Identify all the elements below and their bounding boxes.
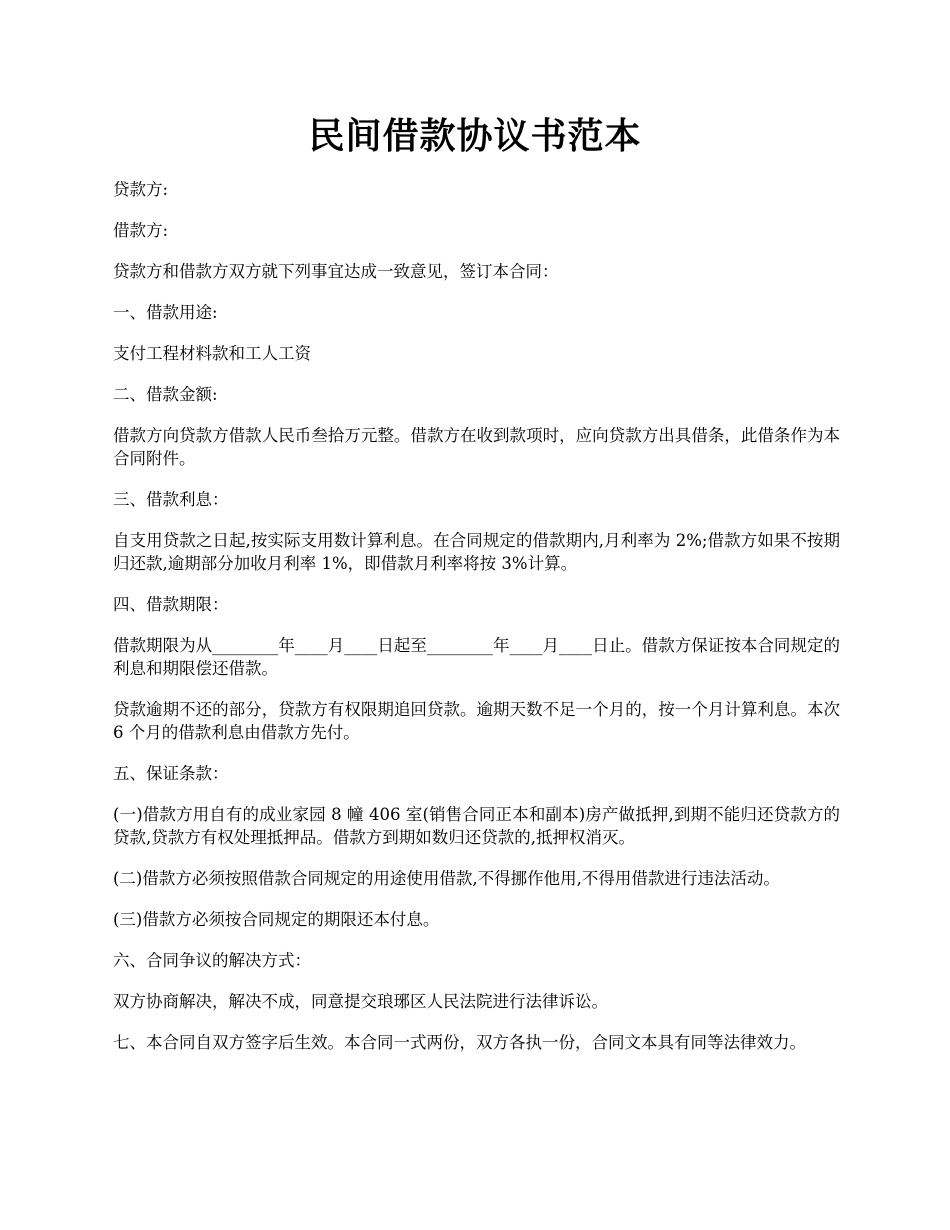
purpose-text: 支付工程材料款和工人工资 bbox=[113, 344, 311, 363]
document-body bbox=[113, 178, 840, 1072]
term-text: 借款期限为从________年____月____日起至________年____月____日止。借款方保证按本合同规定的利息和期限偿还借款。 bbox=[113, 636, 840, 678]
guarantee-clause-2: (二)借款方必须按照借款合同规定的用途使用借款,不得挪作他用,不得用借款进行违法活动。 bbox=[113, 869, 780, 888]
borrower-line: 借款方: bbox=[113, 221, 169, 240]
section-heading-purpose: 一、借款用途: bbox=[113, 303, 218, 322]
dispute-text: 双方协商解决，解决不成，同意提交琅琊区人民法院进行法律诉讼。 bbox=[113, 992, 608, 1011]
section-heading-term: 四、借款期限： bbox=[113, 595, 229, 614]
agreement-intro: 贷款方和借款方双方就下列事宜达成一致意见，签订本合同： bbox=[113, 262, 559, 281]
section-heading-dispute: 六、合同争议的解决方式： bbox=[113, 951, 311, 970]
effective-clause: 七、本合同自双方签字后生效。本合同一式两份，双方各执一份，合同文本具有同等法律效力。 bbox=[113, 1033, 806, 1052]
document-title: 民间借款协议书范本 bbox=[308, 115, 642, 157]
interest-text: 自支用贷款之日起,按实际支用数计算利息。在合同规定的借款期内,月利率为 2%;借款方如果不按期归还款,逾期部分加收月利率 1%，即借款月利率将按 3%计算。 bbox=[113, 531, 840, 573]
section-heading-amount: 二、借款金额: bbox=[113, 385, 218, 404]
overdue-text: 贷款逾期不还的部分，贷款方有权限期追回贷款。逾期天数不足一个月的，按一个月计算利息。本次 6 个月的借款利息由借款方先付。 bbox=[113, 700, 840, 742]
section-heading-guarantee: 五、保证条款： bbox=[113, 764, 229, 783]
guarantee-clause-3: (三)借款方必须按合同规定的期限还本付息。 bbox=[113, 910, 440, 929]
guarantee-clause-1: (一)借款方用自有的成业家园 8 幢 406 室(销售合同正本和副本)房产做抵押,到期不能归还贷款方的贷款,贷款方有权处理抵押品。借款方到期如数归还贷款的,抵押权消灭。 bbox=[113, 805, 840, 847]
section-heading-interest: 三、借款利息： bbox=[113, 490, 229, 509]
lender-line: 贷款方: bbox=[113, 180, 169, 199]
amount-text: 借款方向贷款方借款人民币叁拾万元整。借款方在收到款项时，应向贷款方出具借条，此借条作为本合同附件。 bbox=[113, 426, 840, 468]
